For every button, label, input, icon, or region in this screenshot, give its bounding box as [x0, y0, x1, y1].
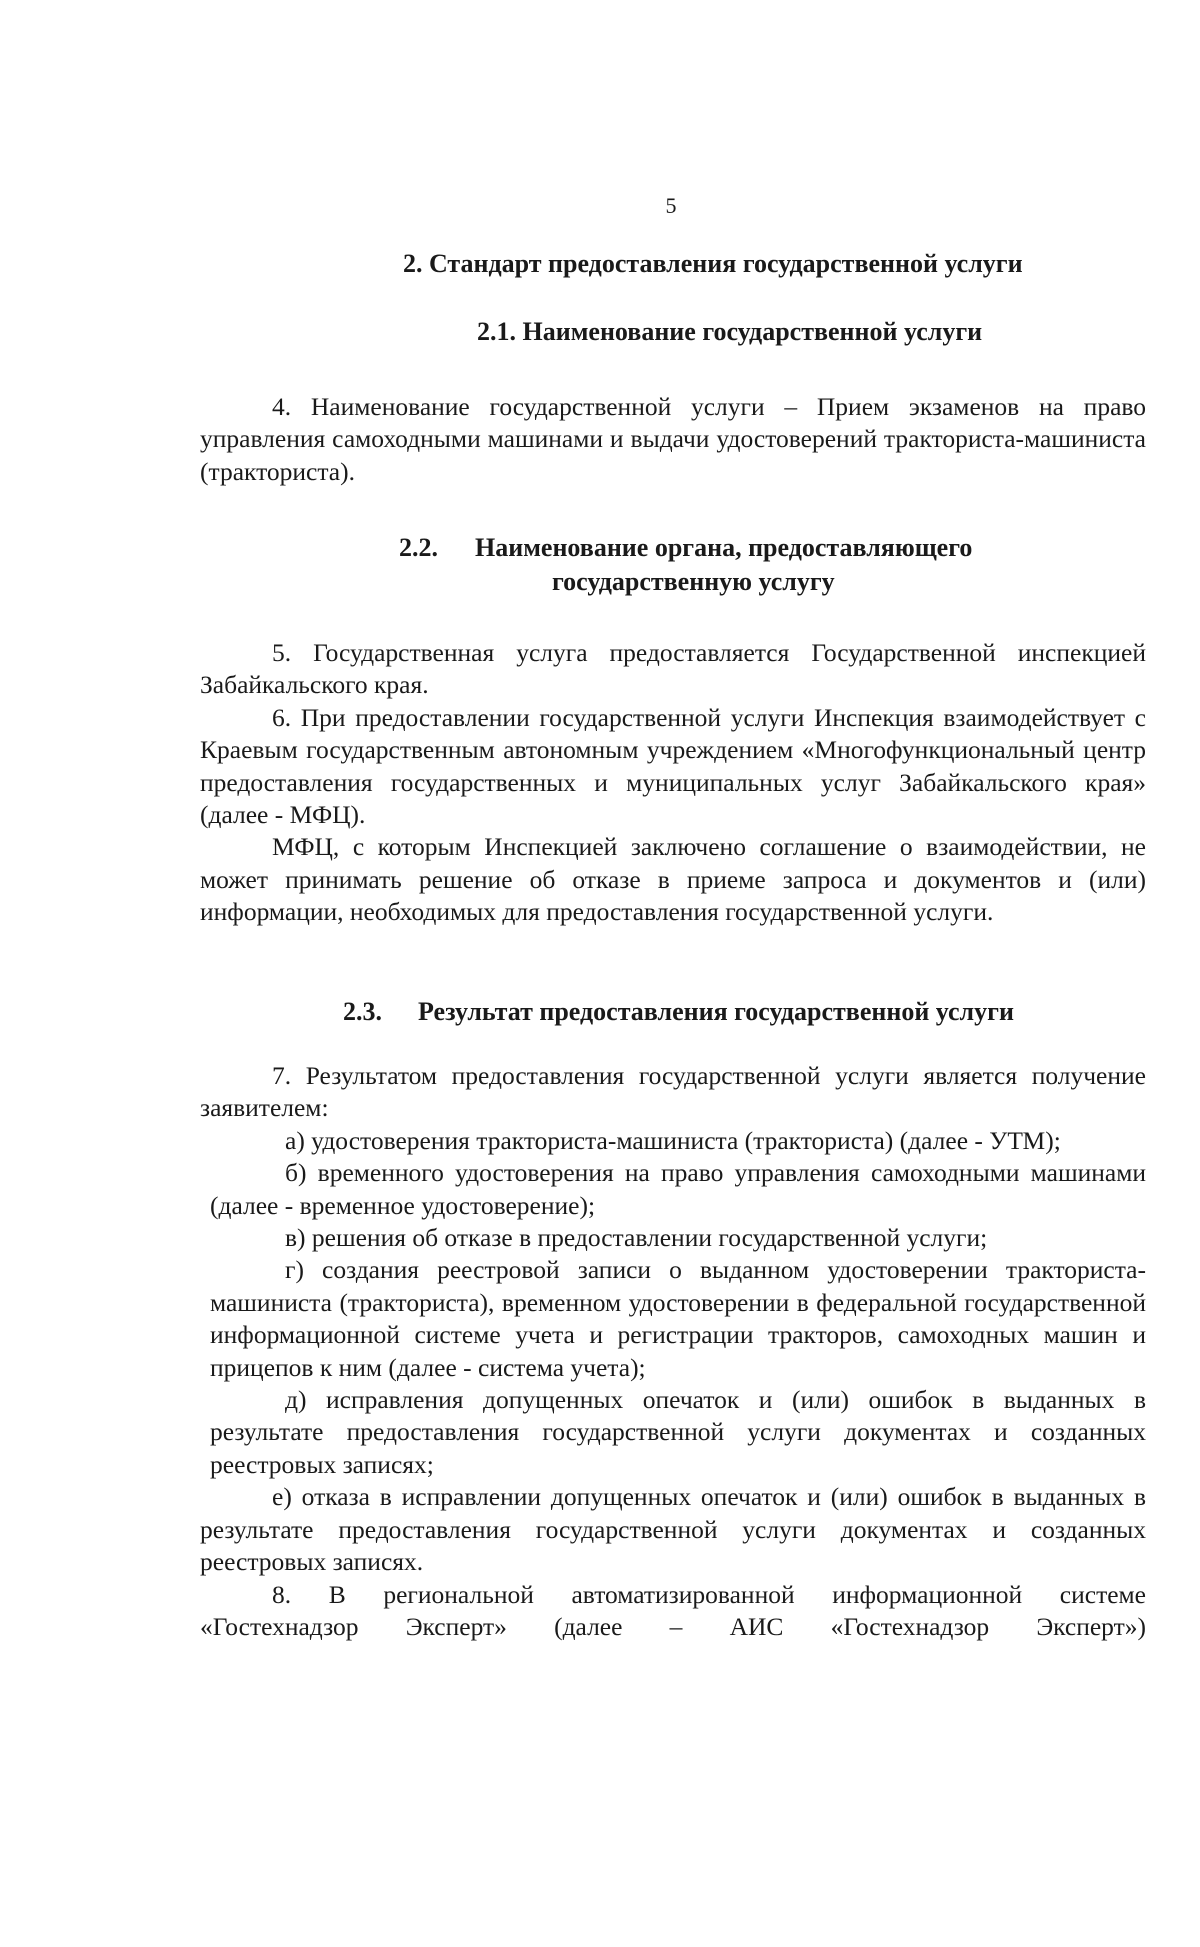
paragraph-7: 7. Результатом предоставления государственной услуги является получение заявителем: — [200, 1061, 1146, 1123]
paragraph-7-b: б) временного удостоверения на право управления самоходными машинами (далее - временное удостоверение); — [210, 1158, 1146, 1220]
paragraph-7-d: д) исправления допущенных опечаток и (или) ошибок в выданных в результате предоставления государственной услуги документах и созданных реестровых записях; — [210, 1385, 1146, 1479]
paragraph-6: 6. При предоставлении государственной услуги Инспекция взаимодействует с Краевым государственным автономным учреждением «Многофункциональный центр предоставления государственных и муниципальных услуг Забайкальского края» (далее - МФЦ). — [200, 702, 1146, 830]
section-heading-2-2-line1: Наименование органа, предоставляющего — [475, 533, 973, 562]
paragraph-4-block — [200, 391, 1146, 488]
paragraphs-5-6-block — [200, 637, 1146, 929]
paragraph-4: 4. Наименование государственной услуги – Прием экзаменов на право управления самоходными машинами и выдачи удостоверений тракториста-машиниста (тракториста). — [200, 392, 1146, 486]
section-heading-2-3-number: 2.3. — [343, 997, 382, 1026]
section-heading-2-2-line2: государственную услугу — [552, 567, 835, 596]
paragraph-8: 8. В региональной автоматизированной информационной системе «Гостехнадзор Эксперт» (далее – АИС «Гостехнадзор Эксперт») — [200, 1579, 1146, 1641]
paragraph-6-mfc: МФЦ, с которым Инспекцией заключено соглашение о взаимодействии, не может принимать решение об отказе в приеме запроса и документов и (или) информации, необходимых для предоставления государственной услуги. — [200, 832, 1146, 927]
paragraph-7-a: а) удостоверения тракториста-машиниста (тракториста) (далее - УТМ); — [285, 1125, 1061, 1155]
section-heading-2-3-text: Результат предоставления государственной услуги — [418, 997, 1014, 1026]
paragraphs-7-8-block — [200, 1060, 1146, 1643]
paragraph-7-v: в) решения об отказе в предоставлении государственной услуги; — [285, 1223, 988, 1253]
paragraph-7-g: г) создания реестровой записи о выданном удостоверении тракториста-машиниста (тракториста), временном удостоверении в федеральной государственной информационной системе учета и регистрации тракторов, самоходных машин и прицепов к ним (далее - система учета); — [210, 1255, 1146, 1382]
paragraph-5: 5. Государственная услуга предоставляется Государственной инспекцией Забайкальского края. — [200, 638, 1146, 700]
section-heading-2-1: 2.1. Наименование государственной услуги — [477, 317, 983, 346]
page-number: 5 — [665, 193, 677, 218]
section-heading-2: 2. Стандарт предоставления государственной услуги — [403, 249, 1023, 278]
section-heading-2-2-number: 2.2. — [399, 533, 438, 562]
paragraph-7-e: е) отказа в исправлении допущенных опечаток и (или) ошибок в выданных в результате предоставления государственной услуги документах и созданных реестровых записях. — [200, 1482, 1146, 1577]
